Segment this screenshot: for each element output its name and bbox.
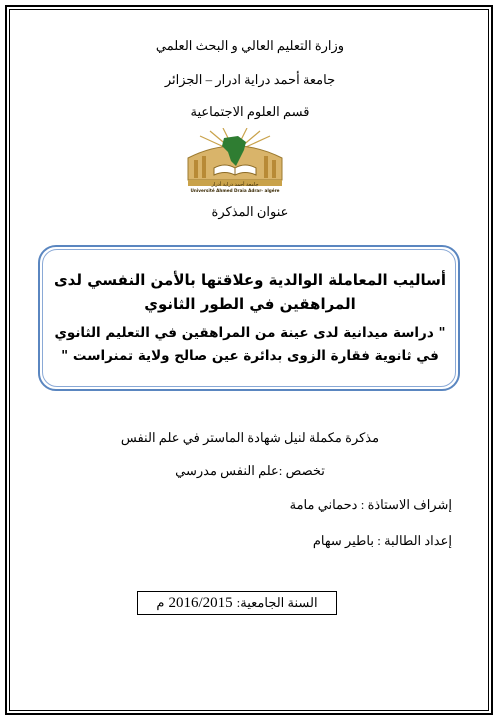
student: إعداد الطالبة : باطير سهام xyxy=(312,533,452,548)
thesis-title-label: عنوان المذكرة xyxy=(211,204,289,219)
university-logo xyxy=(180,128,290,194)
supervisor: إشراف الاستاذة : دحماني مامة xyxy=(289,497,452,512)
department-name: قسم العلوم الاجتماعية xyxy=(190,104,310,119)
academic-year-label: السنة الجامعية: xyxy=(236,595,318,610)
logo-latin-text: Université Ahmed Draia Adrar- algére xyxy=(190,188,280,193)
academic-year-value: 2016/2015 xyxy=(168,594,233,611)
ministry-name: وزارة التعليم العالي و البحث العلمي xyxy=(155,38,345,53)
degree-statement: مذكرة مكملة لنيل شهادة الماستر في علم النفس xyxy=(120,430,380,445)
thesis-title: أساليب المعاملة الوالدية وعلاقتها بالأمن النفسي لدى المراهقين في الطور الثانوي xyxy=(53,271,447,313)
university-name: جامعة أحمد دراية ادرار – الجزائر xyxy=(164,72,336,87)
logo-arabic-text: جامعة أحمد دراية أدرار xyxy=(211,182,259,188)
academic-year-box xyxy=(137,591,337,615)
specialty: تخصص :علم النفس مدرسي xyxy=(175,463,325,478)
thesis-subtitle: " دراسة ميدانية لدى عينة من المراهقين في التعليم الثانوي في ثانوية فقارة الزوى بدائرة عين صالح ولاية تمنراست " xyxy=(54,325,446,364)
academic-year-suffix: م xyxy=(156,595,165,610)
